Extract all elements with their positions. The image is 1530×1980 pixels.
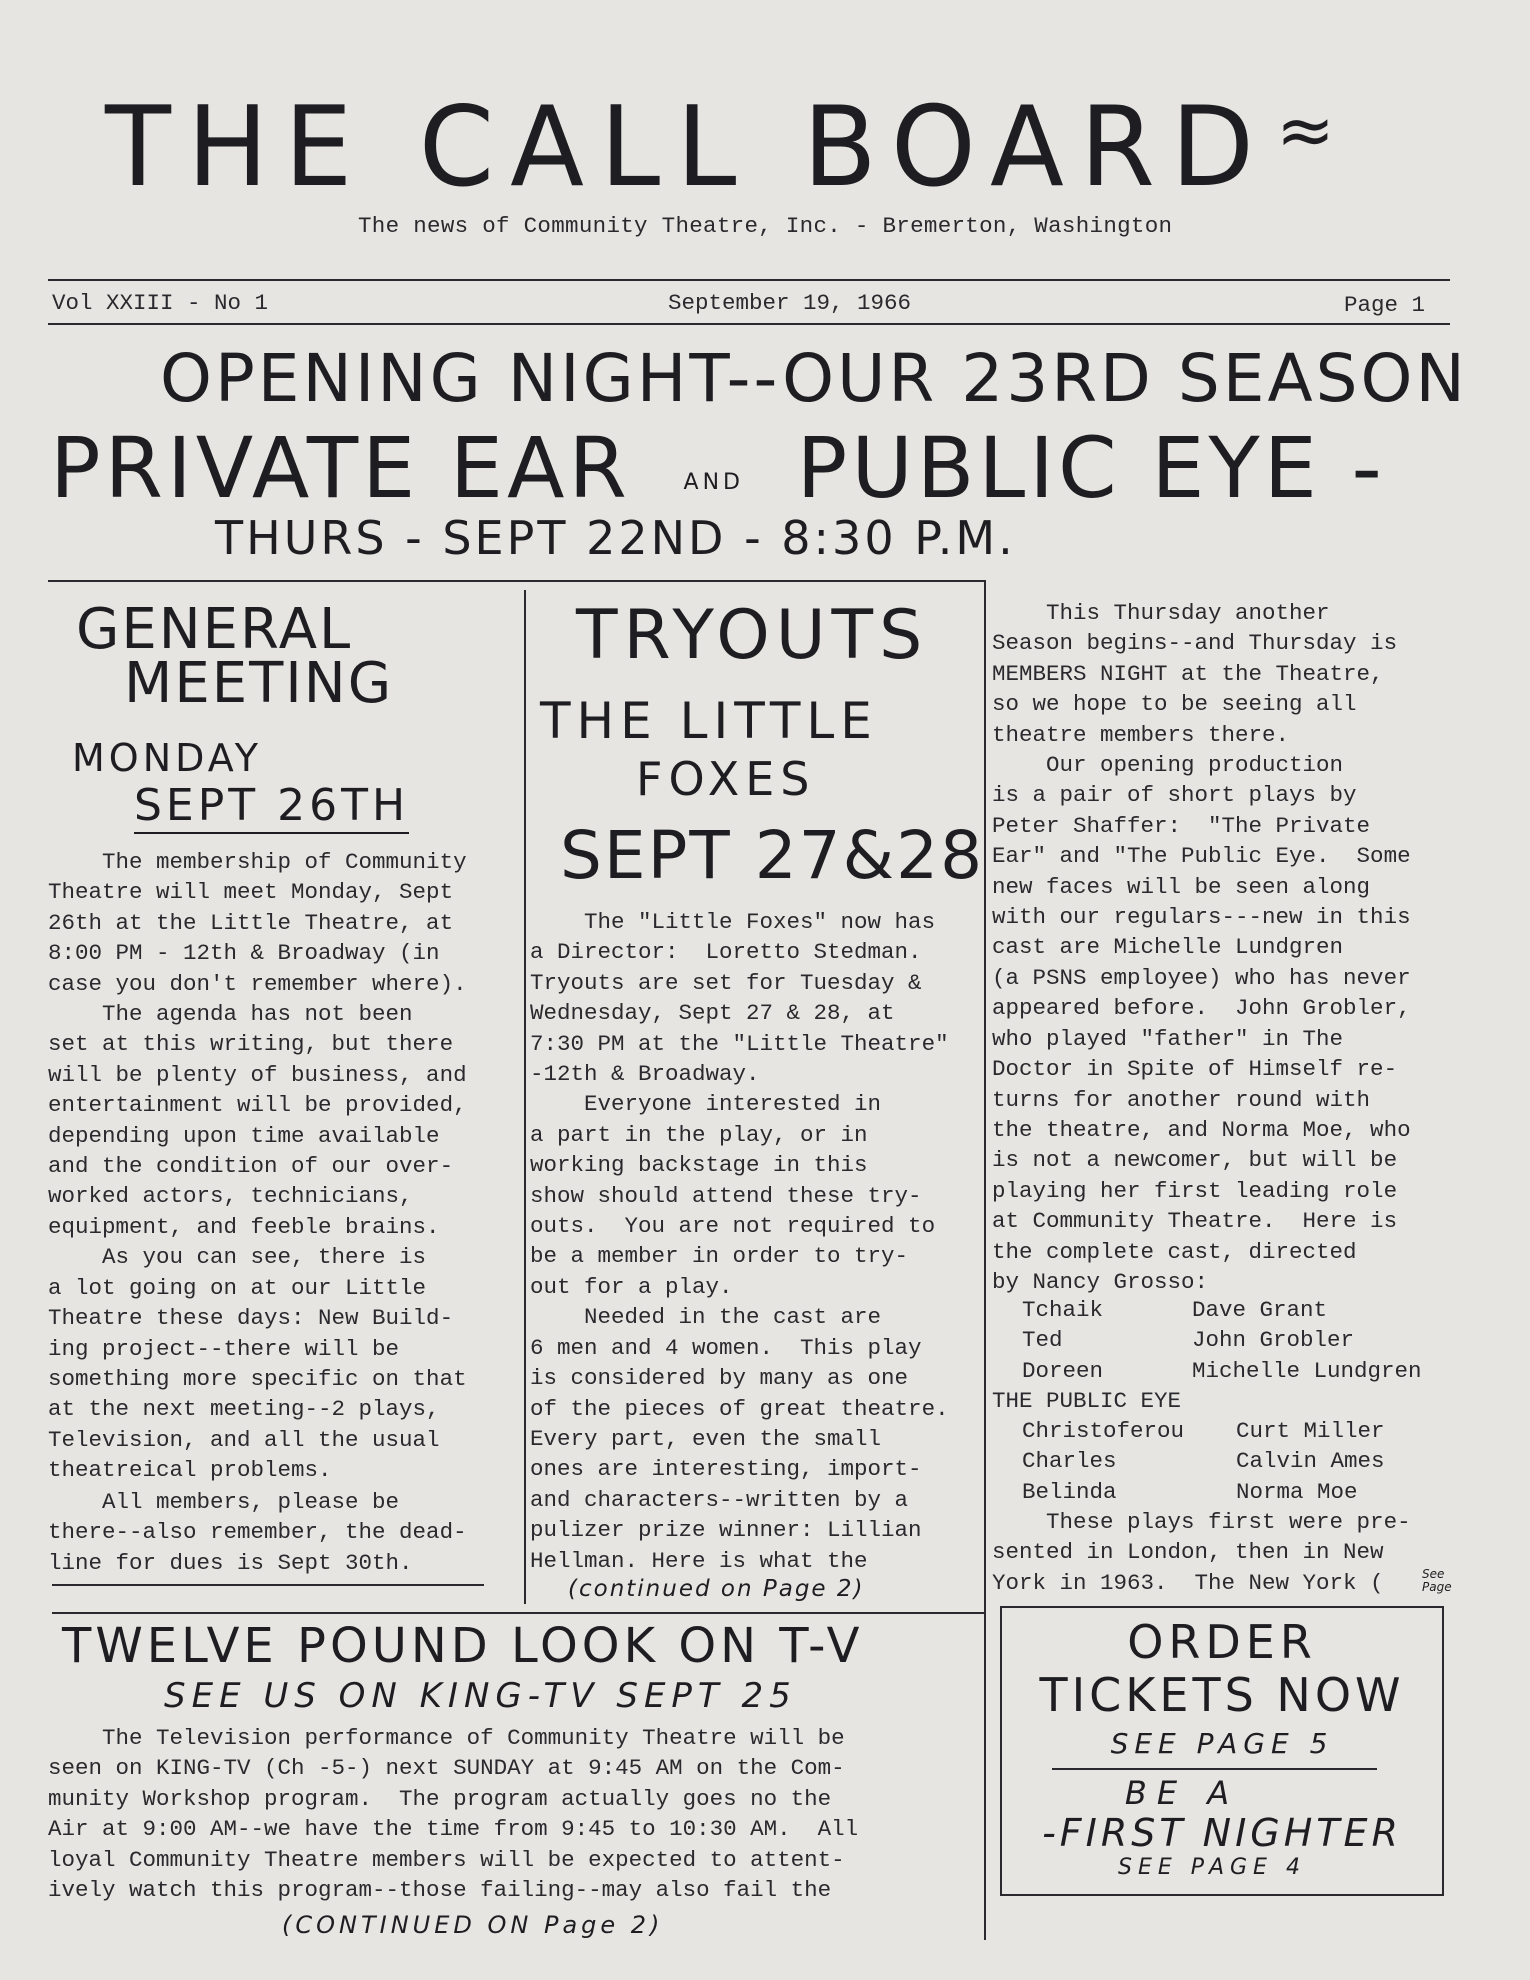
- section-rule-top: [48, 580, 986, 582]
- headline-public-eye: PUBLIC EYE -: [796, 419, 1386, 517]
- tv-heading-2: SEE US ON KING-TV SEPT 25: [164, 1676, 797, 1716]
- meeting-body-2: All members, please be there--also remember, the dead- line for dues is Sept 30th.: [48, 1489, 467, 1576]
- headline-line3: THURS - SEPT 22ND - 8:30 P.M.: [215, 511, 1016, 565]
- tickets-heading-5: -FIRST NIGHTER: [1042, 1811, 1402, 1855]
- flourish-icon: ≈: [1276, 88, 1351, 172]
- tickets-box: [1000, 1606, 1444, 1896]
- tickets-heading-2: TICKETS NOW: [1039, 1668, 1405, 1722]
- cast-list-public-eye: [1022, 1416, 1385, 1507]
- headline-line1: OPENING NIGHT--OUR 23RD SEASON: [160, 340, 1468, 417]
- cast-row: Charles Calvin Ames: [1022, 1448, 1385, 1475]
- tryouts-continued: (continued on Page 2): [568, 1576, 865, 1602]
- tryouts-body: The "Little Foxes" now has a Director: Loretto Stedman. Tryouts are set for Tuesday & Wednesday, Sept 27 & 28, at 7:30 PM at the "Little Theatre" -12th & Broadway. Everyone interested in a part in the play, or in working backstage in this show should attend these try- outs. You are not required to be a member in order to try- out for a play. Needed in the cast are 6 men and 4 women. This play is considered by many as one of the pieces of great theatre. Every part, even the small ones are interesting, import- and characters--written by a pulizer prize winner: Lillian Hellman. Here is what the: [530, 909, 949, 1574]
- masthead-rule-bottom: [48, 323, 1450, 325]
- cast-row: Doreen Michelle Lundgren: [1022, 1357, 1422, 1384]
- tickets-heading-3: SEE PAGE 5: [1110, 1727, 1334, 1760]
- page-number: Page 1: [1344, 292, 1426, 318]
- tv-body: The Television performance of Community Theatre will be seen on KING-TV (Ch -5-) next SUNDAY at 9:45 AM on the Com- munity Workshop program. The program actually goes no the Air at 9:00 AM--we have the time from 9:45 to 10:30 AM. All loyal Community Theatre members will be expected to attent- ively watch this program--those failing--may also fail the: [48, 1725, 859, 1904]
- season-body: This Thursday another Season begins--and Thursday is MEMBERS NIGHT at the Theatre, so we hope to be seeing all theatre members there. Our opening production is a pair of short plays by Peter Shaffer: "The Private Ear" and "The Public Eye. Some new faces will be seen along with our regulars---new in this cast are Michelle Lundgren (a PSNS employee) who has never appeared before. John Grobler, who played "father" in The Doctor in Spite of Himself re- turns for another round with the theatre, and Norma Moe, who is not a newcomer, but will be playing her first leading role at Community Theatre. Here is the complete cast, directed by Nancy Grosso:: [992, 600, 1411, 1295]
- tickets-divider: [1052, 1768, 1377, 1770]
- cast-row: Belinda Norma Moe: [1022, 1478, 1358, 1505]
- section-rule-lower: [52, 1612, 984, 1614]
- tryouts-heading-1: TRYOUTS: [576, 596, 929, 675]
- volume-number: Vol XXIII - No 1: [52, 290, 269, 316]
- tv-continued: (CONTINUED ON Page 2): [282, 1911, 664, 1939]
- masthead-title-text: THE CALL BOARD: [105, 83, 1271, 212]
- meeting-heading-4: SEPT 26TH: [134, 780, 409, 834]
- headline-and: AND: [683, 470, 744, 495]
- tickets-heading-6: SEE PAGE 4: [1118, 1855, 1306, 1880]
- cast-row: Tchaik Dave Grant: [1022, 1297, 1328, 1323]
- tryouts-heading-2: THE LITTLE: [540, 692, 878, 750]
- meeting-heading-1: GENERAL: [76, 597, 353, 662]
- masthead-rule-top: [48, 279, 1450, 281]
- headline-private-ear: PRIVATE EAR: [50, 419, 631, 517]
- masthead-title: [105, 69, 1351, 210]
- cast-title-public-eye: THE PUBLIC EYE: [992, 1388, 1182, 1414]
- season-after: These plays first were pre- sented in London, then in New York in 1963. The New York (: [992, 1509, 1411, 1596]
- meeting-body: The membership of Community Theatre will meet Monday, Sept 26th at the Little Theatre, at 8:00 PM - 12th & Broadway (in case you don't remember where). The agenda has not been set at this writing, but there will be plenty of business, and entertainment will be provided, depending upon time available and the condition of our over- worked actors, technicians, equipment, and feeble brains. As you can see, there is a lot going on at our Little Theatre these days: New Build- ing project--there will be something more specific on that at the next meeting--2 plays, Television, and all the usual theatreical problems.: [48, 849, 467, 1484]
- masthead-subtitle: The news of Community Theatre, Inc. - Bremerton, Washington: [358, 213, 1173, 239]
- tryouts-heading-4: SEPT 27&28: [560, 817, 985, 894]
- column-rule-2: [984, 582, 986, 1940]
- tryouts-heading-3: FOXES: [636, 752, 816, 806]
- cast-row: Christoferou Curt Miller: [1022, 1418, 1385, 1444]
- cast-list-private-ear: [1022, 1295, 1422, 1386]
- tv-heading-1: TWELVE POUND LOOK ON T-V: [62, 1618, 864, 1674]
- tickets-heading-4: BE A: [1124, 1774, 1240, 1812]
- meeting-heading-2: MEETING: [124, 651, 394, 716]
- cast-row: Ted John Grobler: [1022, 1327, 1355, 1354]
- issue-date: September 19, 1966: [668, 290, 912, 316]
- season-see-page: See Page: [1422, 1567, 1452, 1594]
- meeting-heading-3: MONDAY: [72, 736, 262, 780]
- column-rule-1: [524, 590, 526, 1604]
- tickets-heading-1: ORDER: [1127, 1615, 1317, 1669]
- meeting-end-rule: [52, 1584, 484, 1586]
